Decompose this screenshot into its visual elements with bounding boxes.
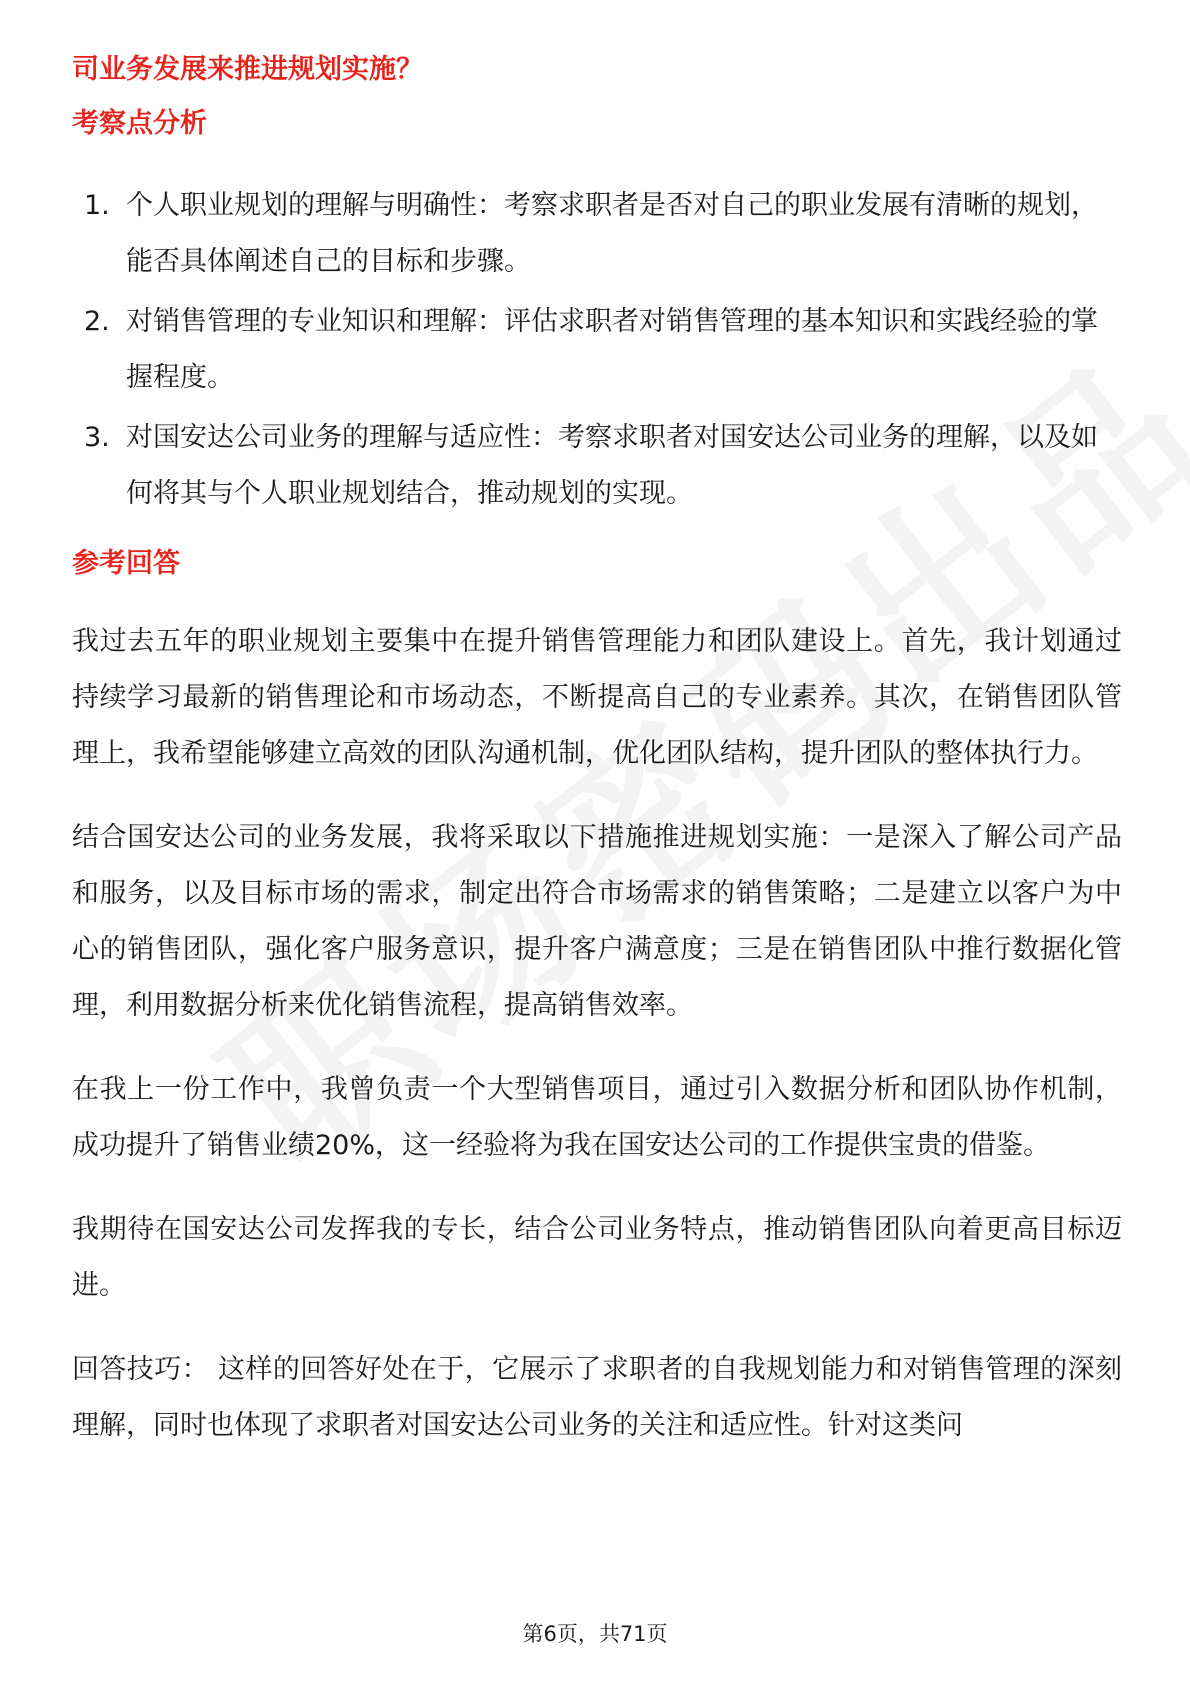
content: [72, 50, 1122, 1454]
list-number: 3.: [84, 422, 110, 453]
list-item: [72, 410, 1122, 522]
list-item: [72, 178, 1122, 290]
list-text: 对销售管理的专业知识和理解：评估求职者对销售管理的基本知识和实践经验的掌握程度。: [126, 306, 1098, 393]
answer-paragraph: 结合国安达公司的业务发展，我将采取以下措施推进规划实施：一是深入了解公司产品和服务，以及目标市场的需求，制定出符合市场需求的销售策略；二是建立以客户为中心的销售团队，强化客户服务意识，提升客户满意度；三是在销售团队中推行数据化管理，利用数据分析来优化销售流程，提高销售效率。: [72, 822, 1122, 1021]
list-number: 2.: [84, 306, 110, 337]
answer-heading: 参考回答: [72, 548, 180, 579]
answer-tips: 回答技巧： 这样的回答好处在于，它展示了求职者的自我规划能力和对销售管理的深刻理解，同时也体现了求职者对国安达公司业务的关注和适应性。针对这类问: [72, 1354, 1122, 1441]
list-number: 1.: [84, 190, 110, 221]
list-text: 个人职业规划的理解与明确性：考察求职者是否对自己的职业发展有清晰的规划，能否具体阐述自己的目标和步骤。: [126, 190, 1098, 277]
analysis-heading: 考察点分析: [72, 108, 207, 139]
answer-paragraph: 我过去五年的职业规划主要集中在提升销售管理能力和团队建设上。首先，我计划通过持续学习最新的销售理论和市场动态，不断提高自己的专业素养。其次，在销售团队管理上，我希望能够建立高效的团队沟通机制，优化团队结构，提升团队的整体执行力。: [72, 626, 1122, 769]
answer-paragraph: 我期待在国安达公司发挥我的专长，结合公司业务特点，推动销售团队向着更高目标迈进。: [72, 1214, 1122, 1301]
analysis-list: [72, 178, 1122, 522]
question-tail: 司业务发展来推进规划实施？: [72, 54, 423, 85]
list-text: 对国安达公司业务的理解与适应性：考察求职者对国安达公司业务的理解，以及如何将其与个人职业规划结合，推动规划的实现。: [126, 422, 1098, 509]
page-number: 第6页，共71页: [522, 1622, 668, 1646]
answer-paragraph: 在我上一份工作中，我曾负责一个大型销售项目，通过引入数据分析和团队协作机制，成功提升了销售业绩20%，这一经验将为我在国安达公司的工作提供宝贵的借鉴。: [72, 1074, 1122, 1161]
list-item: [72, 294, 1122, 406]
